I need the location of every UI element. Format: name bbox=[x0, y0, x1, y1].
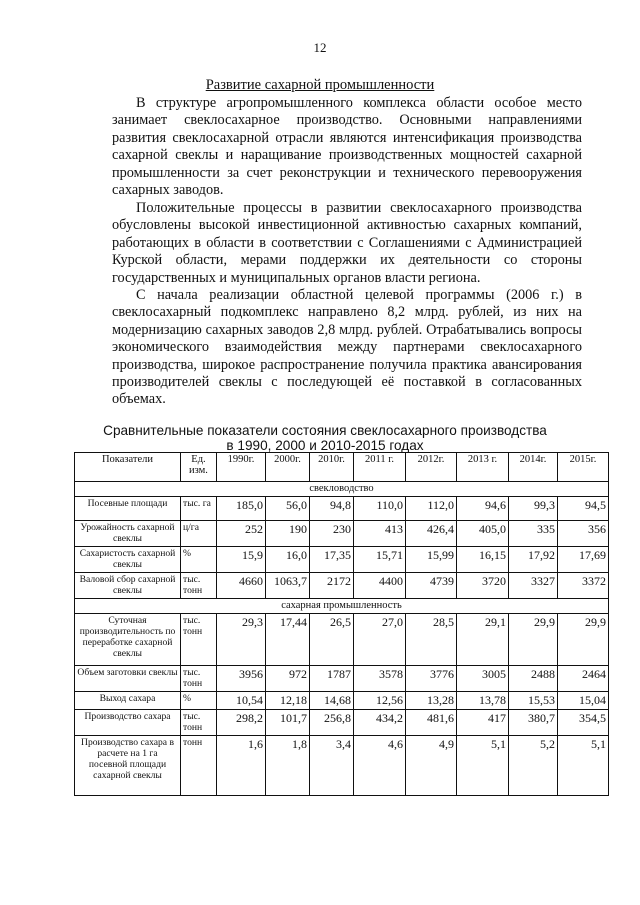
value-cell: 972 bbox=[266, 666, 310, 692]
section-title: Развитие сахарной промышленности bbox=[205, 77, 435, 93]
section-row bbox=[75, 482, 609, 497]
indicator-cell: Объем заготовки свеклы bbox=[75, 666, 181, 692]
value-cell: 29,9 bbox=[558, 614, 609, 666]
value-cell: 3,4 bbox=[310, 736, 354, 796]
unit-cell: тыс. тонн bbox=[181, 710, 217, 736]
value-cell: 4,6 bbox=[354, 736, 406, 796]
table-row bbox=[75, 521, 609, 547]
section-row bbox=[75, 599, 609, 614]
column-header: 2014г. bbox=[509, 453, 558, 482]
value-cell: 15,53 bbox=[509, 692, 558, 710]
unit-cell: % bbox=[181, 692, 217, 710]
value-cell: 10,54 bbox=[217, 692, 266, 710]
column-header: 2012г. bbox=[406, 453, 457, 482]
unit-cell: % bbox=[181, 547, 217, 573]
table-row bbox=[75, 614, 609, 666]
value-cell: 94,6 bbox=[457, 497, 509, 521]
value-cell: 4,9 bbox=[406, 736, 457, 796]
unit-cell: тонн bbox=[181, 736, 217, 796]
unit-cell: тыс. га bbox=[181, 497, 217, 521]
value-cell: 29,9 bbox=[509, 614, 558, 666]
table-row bbox=[75, 692, 609, 710]
value-cell: 3327 bbox=[509, 573, 558, 599]
value-cell: 28,5 bbox=[406, 614, 457, 666]
indicator-cell: Выход сахара bbox=[75, 692, 181, 710]
indicator-cell: Валовой сбор сахарной свеклы bbox=[75, 573, 181, 599]
value-cell: 1063,7 bbox=[266, 573, 310, 599]
table-row bbox=[75, 710, 609, 736]
value-cell: 3005 bbox=[457, 666, 509, 692]
value-cell: 13,28 bbox=[406, 692, 457, 710]
value-cell: 2488 bbox=[509, 666, 558, 692]
value-cell: 1,6 bbox=[217, 736, 266, 796]
column-header: Показатели bbox=[75, 453, 181, 482]
indicator-cell: Урожайность сахарной свеклы bbox=[75, 521, 181, 547]
value-cell: 94,8 bbox=[310, 497, 354, 521]
value-cell: 12,56 bbox=[354, 692, 406, 710]
column-header: Ед. изм. bbox=[181, 453, 217, 482]
value-cell: 2464 bbox=[558, 666, 609, 692]
value-cell: 29,1 bbox=[457, 614, 509, 666]
column-header: 2000г. bbox=[266, 453, 310, 482]
table-row bbox=[75, 666, 609, 692]
table-title bbox=[80, 423, 570, 453]
paragraph: Положительные процессы в развитии свеклосахарного производства обусловлены высокой инвестиционной активностью сахарных компаний, работающих в области в соответствии с Соглашениями с Администрацией Курской области, мерами поддержки их деятельности со стороны государственных и муниципальных органов власти региона. bbox=[112, 200, 582, 286]
value-cell: 26,5 bbox=[310, 614, 354, 666]
value-cell: 17,35 bbox=[310, 547, 354, 573]
value-cell: 5,1 bbox=[558, 736, 609, 796]
table-title-line: Сравнительные показатели состояния свеклосахарного производства bbox=[103, 423, 547, 438]
column-header: 2010г. bbox=[310, 453, 354, 482]
column-header: 2011 г. bbox=[354, 453, 406, 482]
value-cell: 356 bbox=[558, 521, 609, 547]
value-cell: 27,0 bbox=[354, 614, 406, 666]
value-cell: 15,99 bbox=[406, 547, 457, 573]
column-header: 2013 г. bbox=[457, 453, 509, 482]
value-cell: 185,0 bbox=[217, 497, 266, 521]
indicator-cell: Суточная производительность по переработке сахарной свеклы bbox=[75, 614, 181, 666]
paragraph: В структуре агропромышленного комплекса области особое место занимает свеклосахарное производство. Основными направлениями развития свеклосахарной отрасли являются интенсификация производства сахарной свеклы и наращивание производственных мощностей сахарной промышленности за счет реконструкции и технического перевооружения сахарных заводов. bbox=[112, 95, 582, 199]
value-cell: 94,5 bbox=[558, 497, 609, 521]
table-row bbox=[75, 547, 609, 573]
value-cell: 252 bbox=[217, 521, 266, 547]
column-header: 2015г. bbox=[558, 453, 609, 482]
value-cell: 481,6 bbox=[406, 710, 457, 736]
indicator-cell: Производство сахара в расчете на 1 га посевной площади сахарной свеклы bbox=[75, 736, 181, 796]
value-cell: 434,2 bbox=[354, 710, 406, 736]
value-cell: 1,8 bbox=[266, 736, 310, 796]
value-cell: 417 bbox=[457, 710, 509, 736]
value-cell: 405,0 bbox=[457, 521, 509, 547]
value-cell: 4739 bbox=[406, 573, 457, 599]
value-cell: 56,0 bbox=[266, 497, 310, 521]
value-cell: 99,3 bbox=[509, 497, 558, 521]
value-cell: 3956 bbox=[217, 666, 266, 692]
value-cell: 110,0 bbox=[354, 497, 406, 521]
value-cell: 230 bbox=[310, 521, 354, 547]
value-cell: 190 bbox=[266, 521, 310, 547]
value-cell: 17,69 bbox=[558, 547, 609, 573]
unit-cell: тыс. тонн bbox=[181, 573, 217, 599]
unit-cell: ц/га bbox=[181, 521, 217, 547]
value-cell: 4400 bbox=[354, 573, 406, 599]
table-row bbox=[75, 573, 609, 599]
paragraph: С начала реализации областной целевой программы (2006 г.) в свеклосахарный подкомплекс направлено 8,2 млрд. рублей, из них на модернизацию сахарных заводов 2,8 млрд. рублей. Отрабатывались вопросы экономического взаимодействия между партнерами свеклосахарного производства, широкое распространение получила практика авансирования производителей свеклы с последующей её поставкой в согласованных объемах. bbox=[112, 287, 582, 408]
value-cell: 3776 bbox=[406, 666, 457, 692]
column-header: 1990г. bbox=[217, 453, 266, 482]
value-cell: 2172 bbox=[310, 573, 354, 599]
value-cell: 298,2 bbox=[217, 710, 266, 736]
unit-cell: тыс. тонн bbox=[181, 666, 217, 692]
value-cell: 5,1 bbox=[457, 736, 509, 796]
comparison-table bbox=[74, 452, 609, 796]
table-title-line: в 1990, 2000 и 2010-2015 годах bbox=[226, 438, 424, 453]
value-cell: 16,15 bbox=[457, 547, 509, 573]
value-cell: 12,18 bbox=[266, 692, 310, 710]
value-cell: 112,0 bbox=[406, 497, 457, 521]
value-cell: 3720 bbox=[457, 573, 509, 599]
value-cell: 17,92 bbox=[509, 547, 558, 573]
value-cell: 413 bbox=[354, 521, 406, 547]
value-cell: 17,44 bbox=[266, 614, 310, 666]
indicator-cell: Посевные площади bbox=[75, 497, 181, 521]
value-cell: 14,68 bbox=[310, 692, 354, 710]
indicator-cell: Производство сахара bbox=[75, 710, 181, 736]
value-cell: 354,5 bbox=[558, 710, 609, 736]
table-row bbox=[75, 497, 609, 521]
value-cell: 29,3 bbox=[217, 614, 266, 666]
value-cell: 16,0 bbox=[266, 547, 310, 573]
unit-cell: тыс. тонн bbox=[181, 614, 217, 666]
value-cell: 4660 bbox=[217, 573, 266, 599]
indicator-cell: Сахаристость сахарной свеклы bbox=[75, 547, 181, 573]
value-cell: 1787 bbox=[310, 666, 354, 692]
table-row bbox=[75, 736, 609, 796]
value-cell: 15,71 bbox=[354, 547, 406, 573]
value-cell: 256,8 bbox=[310, 710, 354, 736]
value-cell: 3372 bbox=[558, 573, 609, 599]
value-cell: 5,2 bbox=[509, 736, 558, 796]
section-label: сахарная промышленность bbox=[75, 599, 609, 614]
value-cell: 380,7 bbox=[509, 710, 558, 736]
value-cell: 335 bbox=[509, 521, 558, 547]
page-number: 12 bbox=[313, 40, 327, 55]
value-cell: 13,78 bbox=[457, 692, 509, 710]
value-cell: 15,04 bbox=[558, 692, 609, 710]
value-cell: 426,4 bbox=[406, 521, 457, 547]
table-header-row bbox=[75, 453, 609, 482]
section-label: свекловодство bbox=[75, 482, 609, 497]
value-cell: 3578 bbox=[354, 666, 406, 692]
value-cell: 15,9 bbox=[217, 547, 266, 573]
value-cell: 101,7 bbox=[266, 710, 310, 736]
